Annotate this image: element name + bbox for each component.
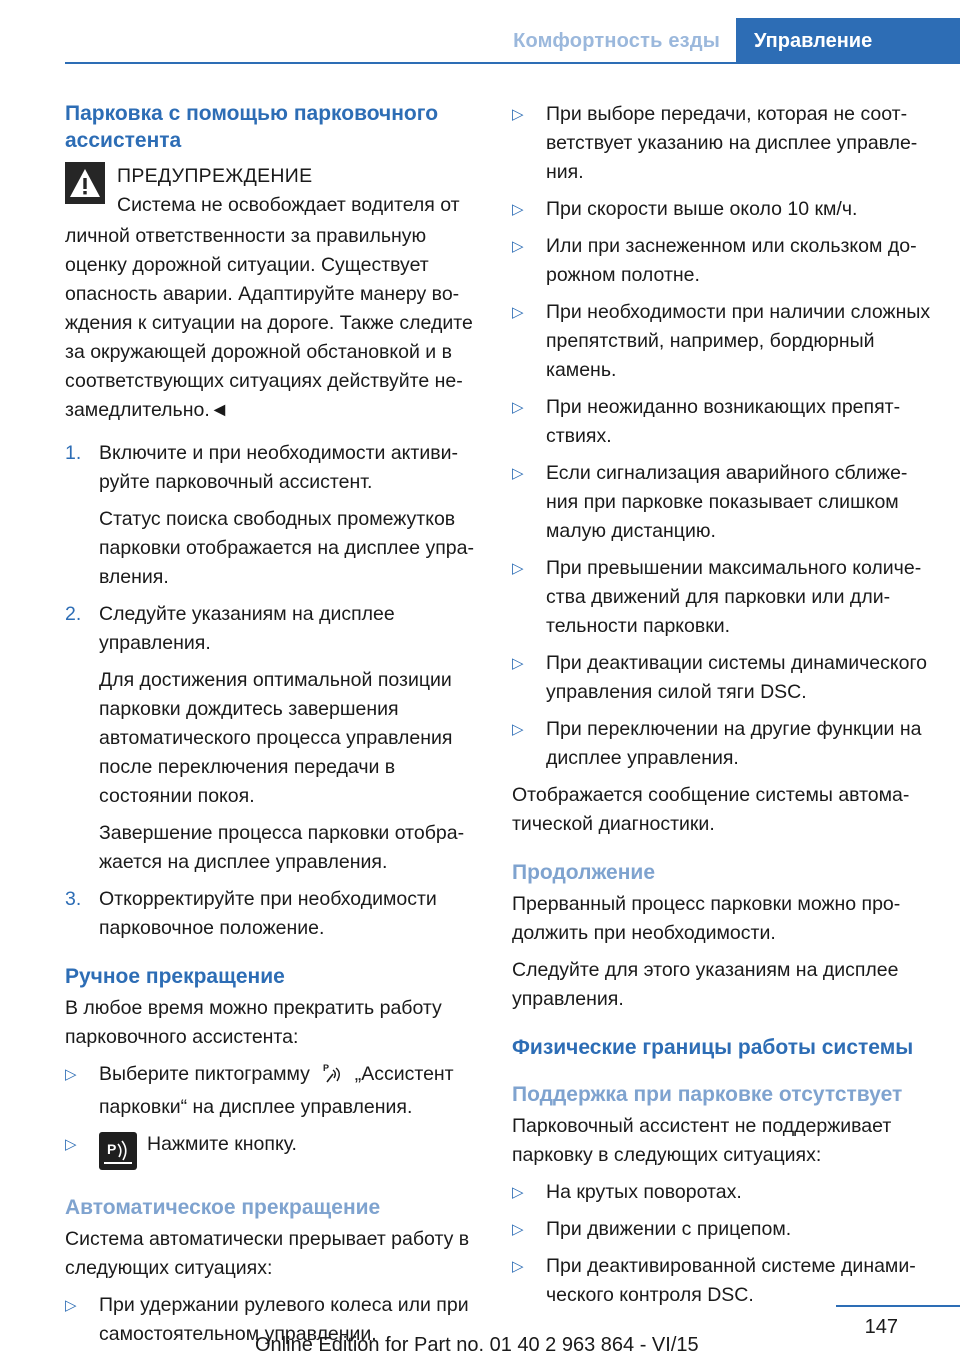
list-item-text: Если сигнализация аварийного сближения при парковке показывает слишком малую дистанцию. xyxy=(546,462,908,542)
step-item xyxy=(65,439,475,592)
section-title-parking-assist: Парковка с помощью парковочного ассистента xyxy=(65,102,439,152)
footer-rule xyxy=(836,1305,960,1307)
park-assist-button-icon xyxy=(99,1132,137,1170)
diagnostics-text: Отображается сообщение системы автоматической диагностики. xyxy=(512,784,910,835)
continue-text: Прерванный процесс парковки можно продолжить при необходимости. xyxy=(512,893,901,944)
continue-text: Следуйте для этого указаниям на дисплее управления. xyxy=(512,959,899,1010)
svg-text:P: P xyxy=(323,1063,330,1073)
section-title-system-limits: Физические границы работы системы xyxy=(512,1036,914,1059)
step-note: Завершение процесса парковки отображается на дисплее управления. xyxy=(99,822,465,873)
list-item xyxy=(512,1178,932,1207)
bullet-triangle-icon: ▷ xyxy=(65,1066,77,1083)
step-item xyxy=(65,600,475,877)
right-column xyxy=(512,100,932,1318)
bullet-triangle-icon: ▷ xyxy=(512,560,524,577)
step-note: Статус поиска свободных промежутков парковки отображается на дисплее управления. xyxy=(99,508,475,588)
warning-icon xyxy=(65,162,105,204)
list-item-text: На крутых поворотах. xyxy=(546,1181,742,1203)
list-item-text: При необходимости при наличии сложных препятствий, например, бордюрный камень. xyxy=(546,301,931,381)
left-column xyxy=(65,100,475,1357)
auto-stop-item: При удержании рулевого колеса или при самостоятельном управлении. xyxy=(99,1294,469,1345)
parking-assistant-icon xyxy=(321,1062,343,1093)
section-title-no-support: Поддержка при парковке отсутствует xyxy=(512,1083,903,1106)
list-item-text: При выборе передачи, которая не соответствует указанию на дисплее управления. xyxy=(546,103,918,183)
step-number: 2. xyxy=(65,603,82,625)
section-title-continue: Продолжение xyxy=(512,861,656,884)
list-item xyxy=(512,195,932,224)
section-title-manual-stop: Ручное прекращение xyxy=(65,965,285,988)
manual-stop-press-button: Нажмите кнопку. xyxy=(147,1133,297,1155)
bullet-triangle-icon: ▷ xyxy=(512,106,524,123)
list-item xyxy=(512,459,932,546)
step-text: Следуйте указаниям на дисплее управления. xyxy=(99,603,395,654)
bullet-triangle-icon: ▷ xyxy=(512,465,524,482)
section-title-auto-stop: Автоматическое прекращение xyxy=(65,1196,381,1219)
auto-stop-list-continued xyxy=(512,100,932,773)
header-rule xyxy=(65,62,960,64)
list-item xyxy=(512,298,932,385)
list-item xyxy=(512,100,932,187)
list-item xyxy=(65,1130,475,1174)
bullet-triangle-icon: ▷ xyxy=(65,1297,77,1314)
list-item xyxy=(512,554,932,641)
step-note: Для достижения оптимальной позиции парковки дождитесь завершения автоматического процесса управления после переключения передачи в состоянии покоя. xyxy=(99,669,453,807)
bullet-triangle-icon: ▷ xyxy=(512,1258,524,1275)
bullet-triangle-icon: ▷ xyxy=(512,1221,524,1238)
manual-stop-text: В любое время можно прекратить работу парковочного ассистента: xyxy=(65,997,442,1048)
manual-stop-list xyxy=(65,1060,475,1174)
list-item-text: При деактивации системы динамического управления силой тяги DSC. xyxy=(546,652,928,703)
list-item xyxy=(512,649,932,707)
page-header xyxy=(0,0,960,64)
bullet-triangle-icon: ▷ xyxy=(512,721,524,738)
list-item-text: При скорости выше около 10 км/ч. xyxy=(546,198,858,220)
step-number: 1. xyxy=(65,442,82,464)
list-item xyxy=(512,393,932,451)
header-chapter-label: Управление xyxy=(754,30,873,52)
bullet-triangle-icon: ▷ xyxy=(512,1184,524,1201)
list-item-text: При деактивированной системе динамического контроля DSC. xyxy=(546,1255,916,1306)
warning-text-first-line: Система не освобождает водителя от xyxy=(117,194,460,216)
bullet-triangle-icon: ▷ xyxy=(512,304,524,321)
warning-block xyxy=(65,162,475,222)
list-item xyxy=(512,1252,932,1310)
header-chapter-tab xyxy=(736,18,960,62)
svg-text:P: P xyxy=(107,1141,117,1157)
bullet-triangle-icon: ▷ xyxy=(512,201,524,218)
bullet-triangle-icon: ▷ xyxy=(512,399,524,416)
manual-stop-item-post: „Ассистент парковки“ на дисплее управления. xyxy=(99,1063,454,1118)
bullet-triangle-icon: ▷ xyxy=(512,238,524,255)
manual-stop-item-pre: Выберите пиктограмму xyxy=(99,1063,310,1085)
auto-stop-text: Система автоматически прерывает работу в следующих ситуациях: xyxy=(65,1228,470,1279)
warning-title: ПРЕДУПРЕЖДЕНИЕ xyxy=(117,165,313,187)
header-section-title: Комфортность езды xyxy=(513,30,720,52)
step-text: Включите и при необходимости активируйте парковочный ассистент. xyxy=(99,442,458,493)
list-item xyxy=(512,715,932,773)
page-number: 147 xyxy=(864,1316,898,1338)
bullet-triangle-icon: ▷ xyxy=(65,1136,77,1153)
list-item-text: Или при заснеженном или скользком дорожном полотне. xyxy=(546,235,917,286)
step-number: 3. xyxy=(65,888,82,910)
steps-list xyxy=(65,439,475,943)
warning-text: личной ответственности за правильную оценку дорожной ситуации. Существует опасность аварии. Адаптируйте манеру вождения к ситуации на дороге. Также следите за окружающей дорожной обстановкой и в соответствующих ситуациях действуйте незамедлительно.◄ xyxy=(65,225,473,421)
list-item xyxy=(512,1215,932,1244)
list-item xyxy=(65,1060,475,1122)
no-support-text: Парковочный ассистент не поддерживает парковку в следующих ситуациях: xyxy=(512,1115,892,1166)
no-support-list xyxy=(512,1178,932,1310)
list-item-text: При превышении максимального количества движений для парковки или длительности парковки. xyxy=(546,557,922,637)
list-item-text: При движении с прицепом. xyxy=(546,1218,792,1240)
bullet-triangle-icon: ▷ xyxy=(512,655,524,672)
step-text: Откорректируйте при необходимости парковочное положение. xyxy=(99,888,437,939)
list-item-text: При переключении на другие функции на дисплее управления. xyxy=(546,718,922,769)
list-item xyxy=(512,232,932,290)
step-item xyxy=(65,885,475,943)
list-item-text: При неожиданно возникающих препятствиях. xyxy=(546,396,901,447)
footer-edition: Online Edition for Part no. 01 40 2 963 864 - VI/15 xyxy=(255,1334,699,1356)
